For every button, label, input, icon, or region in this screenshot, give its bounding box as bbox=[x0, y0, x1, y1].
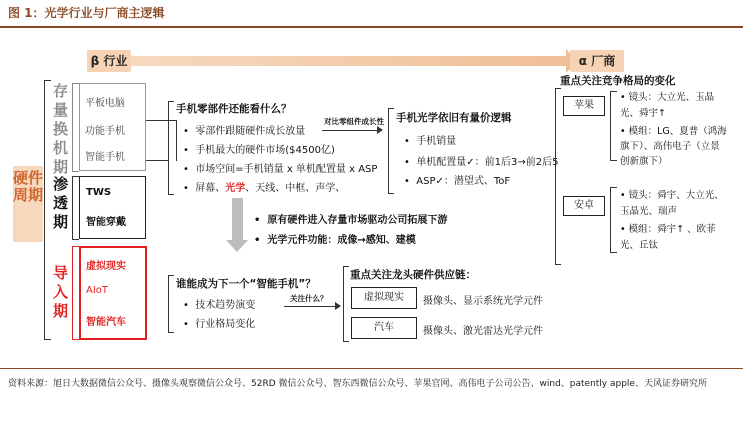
supply-box-car: 汽车 bbox=[351, 317, 417, 339]
q2-bracket bbox=[388, 108, 394, 194]
vendor-title: 重点关注竞争格局的变化 bbox=[560, 75, 676, 87]
q2-bullet-3: • ASP✓：潜望式、ToF bbox=[404, 176, 511, 187]
android-bracket bbox=[610, 187, 617, 253]
q1-bullet-4: • 屏幕、光学、天线、中框、声学、 bbox=[183, 183, 346, 194]
apple-bracket bbox=[610, 91, 617, 161]
intro-bracket bbox=[72, 246, 79, 340]
vendor-label: α 厂商 bbox=[570, 50, 624, 72]
supply-text-vr: 摄像头、显示系统光学元件 bbox=[423, 296, 543, 307]
industry-label: β 行业 bbox=[87, 50, 131, 72]
downward-flow-shaft bbox=[232, 198, 243, 240]
intro-items-box bbox=[79, 246, 147, 340]
supply-title: 重点关注龙头硬件供应链： bbox=[350, 269, 476, 281]
penetration-item-wearables: 智能穿戴 bbox=[86, 217, 126, 228]
stock-bracket bbox=[72, 83, 79, 172]
vendor-bracket bbox=[555, 88, 561, 265]
hardware-cycle-text: 硬件周期 bbox=[13, 169, 44, 204]
penetration-items-box bbox=[79, 176, 146, 239]
q1-bullet-2: • 手机最大的硬件市场($4500亿) bbox=[183, 145, 335, 156]
android-bullet-1: • 镜头：舜宇、大立光、玉晶光、瑞声 bbox=[620, 190, 724, 217]
penetration-item-tws: TWS bbox=[86, 187, 112, 198]
focus-arrow-line bbox=[284, 306, 336, 307]
q2-title: 手机光学依旧有量价逻辑 bbox=[396, 112, 512, 124]
stock-item-tablet: 平板电脑 bbox=[85, 98, 125, 109]
compare-arrowhead bbox=[377, 126, 383, 134]
intro-item-smart-car: 智能汽车 bbox=[86, 317, 126, 328]
vendor-apple-box: 苹果 bbox=[563, 96, 605, 116]
q1-bullet-3: • 市场空间=手机销量 x 单机配置量 x ASP bbox=[183, 164, 378, 175]
q3-bullet-1: • 技术趋势演变 bbox=[183, 300, 256, 311]
supply-box-vr: 虚拟现实 bbox=[351, 287, 417, 309]
focus-label: 关注什么？ bbox=[290, 294, 328, 303]
supply-text-car: 摄像头、激光雷达光学元件 bbox=[423, 326, 543, 337]
stock-item-smartphone: 智能手机 bbox=[85, 152, 125, 163]
stage-penetration-label: 渗透期 bbox=[52, 175, 68, 231]
cycle-bracket bbox=[44, 80, 51, 340]
downward-flow-arrowhead bbox=[226, 240, 248, 252]
compare-label: 对比零组件成长性 bbox=[324, 117, 384, 126]
stock-item-feature-phone: 功能手机 bbox=[85, 126, 125, 137]
q3-title: 谁能成为下一个“智能手机”？ bbox=[176, 278, 316, 290]
stage-intro-label: 导入期 bbox=[52, 264, 68, 320]
android-bullet-2: • 模组：舜宇↑ 、欧菲光、丘钛 bbox=[620, 224, 716, 251]
q1-bullet-1: • 零部件跟随硬件成长放量 bbox=[183, 126, 306, 137]
apple-bullet-1: • 镜头：大立光、玉晶光、舜宇↑ bbox=[620, 92, 715, 119]
stock-items-box bbox=[79, 83, 146, 171]
q3-bullet-2: • 行业格局变化 bbox=[183, 319, 256, 330]
q1-bracket bbox=[168, 101, 174, 195]
mid-statement-1: • 原有硬件进入存量市场驱动公司拓展下游 bbox=[254, 215, 448, 226]
supply-bracket bbox=[343, 266, 349, 342]
optics-highlight: 光学 bbox=[225, 183, 246, 194]
penetration-bracket bbox=[72, 176, 79, 240]
focus-arrowhead bbox=[335, 302, 341, 310]
intro-item-vr: 虚拟现实 bbox=[86, 261, 126, 272]
apple-bullet-2: • 模组：LG、夏普（鸿海旗下）、高伟电子（立景创新旗下） bbox=[620, 126, 727, 167]
vendor-android-box: 安卓 bbox=[563, 196, 605, 216]
stage-stock-label: 存量换机期 bbox=[52, 82, 68, 176]
intro-item-aiot: AIoT bbox=[86, 285, 109, 296]
mid-statement-2: • 光学元件功能：成像→感知、建模 bbox=[254, 235, 416, 246]
figure-title: 图 1：光学行业与厂商主逻辑 bbox=[8, 6, 165, 20]
q2-bullet-2: • 单机配置量✓：前1后3→前2后5 bbox=[404, 157, 559, 168]
q3-bracket bbox=[168, 275, 174, 333]
industry-vendor-band bbox=[130, 56, 570, 66]
q1-title: 手机零部件还能看什么？ bbox=[176, 103, 292, 115]
source-rule bbox=[0, 368, 743, 369]
hardware-cycle-label bbox=[13, 166, 43, 242]
compare-arrow-line bbox=[322, 130, 378, 131]
q2-bullet-1: • 手机销量 bbox=[404, 136, 457, 147]
source-note: 资料来源：旭日大数据微信公众号、摄像头观察微信公众号、52RD 微信公众号、智东西微信公众号、苹果官网、高伟电子公司公告、wind、patently apple、天风证券研究所 bbox=[8, 379, 707, 389]
title-rule bbox=[0, 26, 743, 28]
